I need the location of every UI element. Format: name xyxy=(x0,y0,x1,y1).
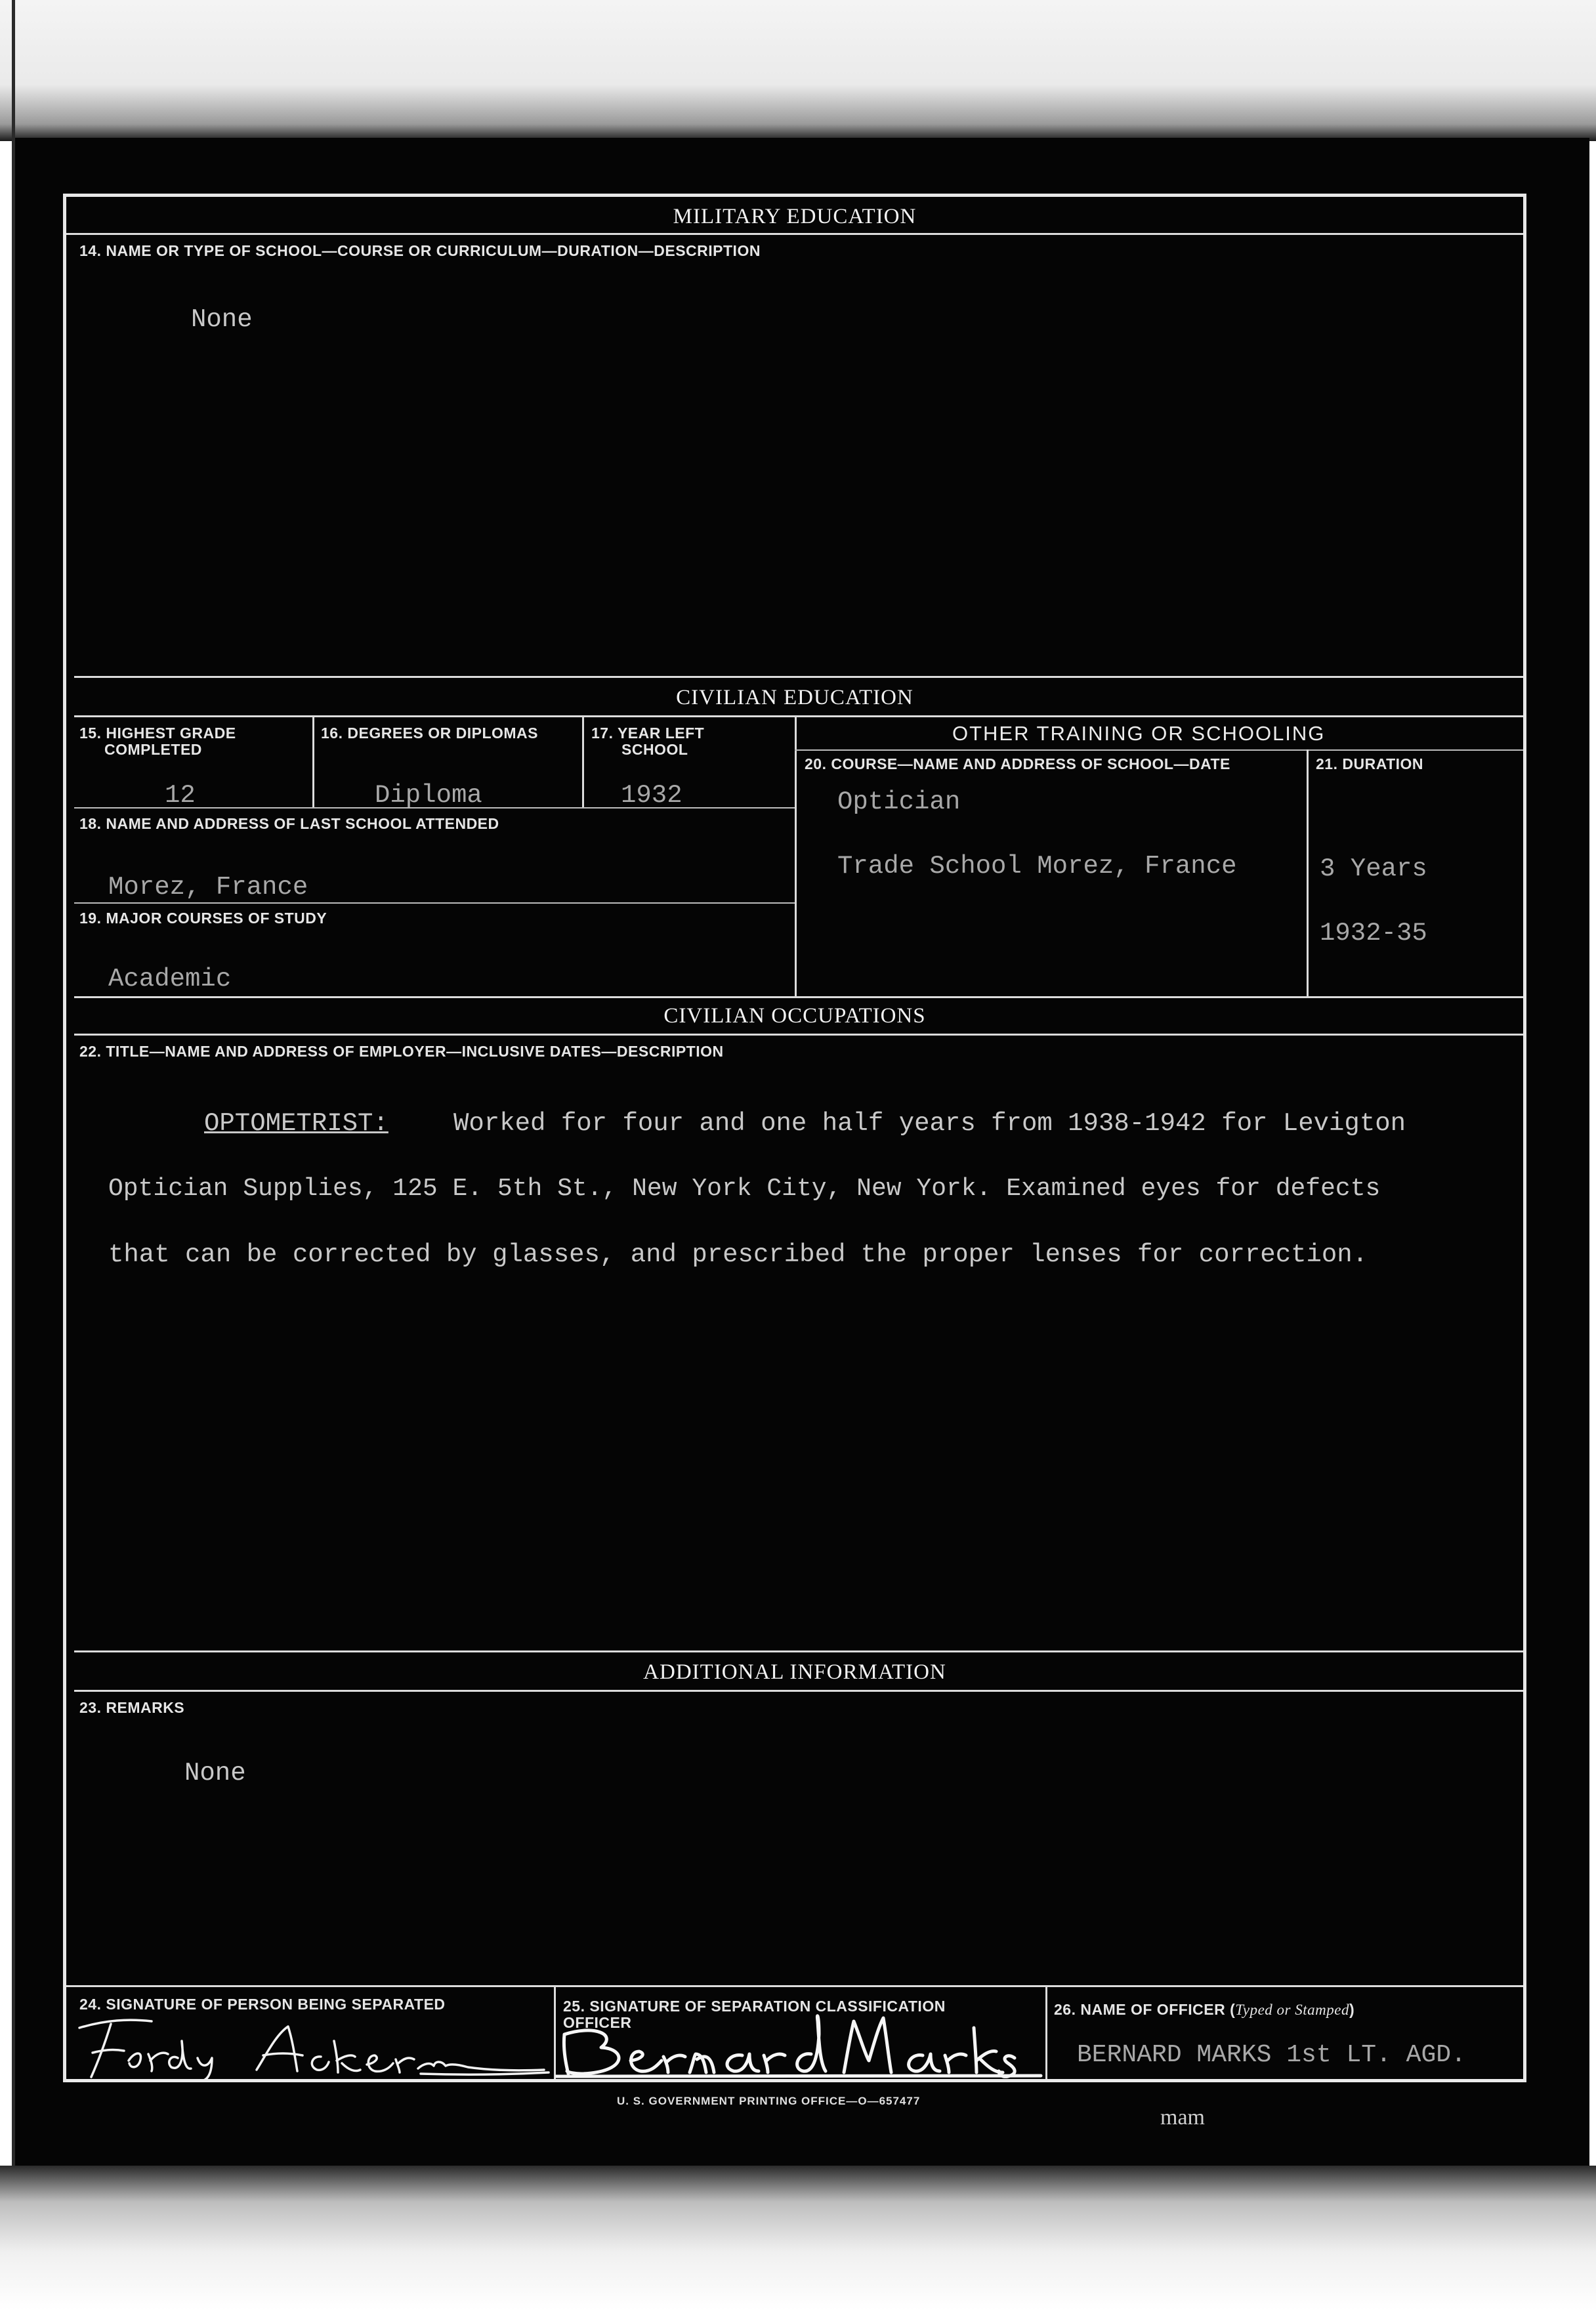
person-signature-image xyxy=(66,2015,552,2084)
item18-value: Morez, France xyxy=(108,873,308,902)
military-education-heading: MILITARY EDUCATION xyxy=(673,205,917,228)
item19-value: Academic xyxy=(108,965,232,994)
scan-top-margin xyxy=(0,0,1596,141)
item16-value: Diploma xyxy=(375,781,482,810)
civilian-education-heading: CIVILIAN EDUCATION xyxy=(676,686,914,709)
divider xyxy=(795,715,797,996)
divider xyxy=(74,1690,1523,1692)
divider xyxy=(66,2079,1523,2082)
divider xyxy=(74,1034,1523,1036)
divider xyxy=(795,749,1523,751)
item17-label-line1: 17. YEAR LEFT xyxy=(591,724,705,742)
occupation-line2: Optician Supplies, 125 E. 5th St., New York City, New York. Examined eyes for defects xyxy=(108,1175,1381,1203)
item24-label: 24. SIGNATURE OF PERSON BEING SEPARATED xyxy=(79,1996,446,2013)
scan-left-edge xyxy=(12,0,15,2172)
item20-label: 20. COURSE—NAME AND ADDRESS OF SCHOOL—DATE xyxy=(805,755,1230,772)
officer-signature-image xyxy=(555,2008,1044,2082)
item21-line1: 3 Years xyxy=(1320,854,1427,883)
item17-label-line2: SCHOOL xyxy=(621,741,688,758)
item26-label: 26. NAME OF OFFICER (Typed or Stamped) xyxy=(1054,2001,1355,2018)
occupation-line3: that can be corrected by glasses, and prescribed the proper lenses for correction. xyxy=(108,1240,1368,1269)
scan-bottom-margin xyxy=(0,2166,1596,2310)
item26-value: BERNARD MARKS 1st LT. AGD. xyxy=(1077,2041,1466,2069)
item14-label: 14. NAME OR TYPE OF SCHOOL—COURSE OR CURRICULUM—DURATION—DESCRIPTION xyxy=(79,242,761,259)
item15-value: 12 xyxy=(165,781,196,810)
item20-line1: Optician xyxy=(837,788,961,816)
divider xyxy=(1307,749,1309,996)
divider xyxy=(1045,1985,1047,2079)
typist-initials: mam xyxy=(1160,2105,1205,2130)
divider xyxy=(582,715,584,807)
divider xyxy=(66,233,1523,235)
item25-label-line2: OFFICER xyxy=(563,2014,632,2031)
item17-value: 1932 xyxy=(621,781,682,810)
divider xyxy=(74,996,1523,998)
divider xyxy=(74,902,795,904)
occupation-title: OPTOMETRIST: xyxy=(204,1109,388,1138)
item21-line2: 1932-35 xyxy=(1320,919,1427,948)
divider xyxy=(312,715,314,807)
item23-label: 23. REMARKS xyxy=(79,1699,185,1716)
civilian-occupations-heading: CIVILIAN OCCUPATIONS xyxy=(663,1004,926,1028)
item14-value: None xyxy=(191,305,253,334)
item25-label-line1: 25. SIGNATURE OF SEPARATION CLASSIFICATION xyxy=(563,1998,946,2015)
other-training-heading: OTHER TRAINING OR SCHOOLING xyxy=(952,722,1326,745)
occupation-line1: Worked for four and one half years from 1938-1942 for Levigton xyxy=(453,1109,1406,1138)
item18-label: 18. NAME AND ADDRESS OF LAST SCHOOL ATTENDED xyxy=(79,815,499,832)
item20-line2: Trade School Morez, France xyxy=(837,852,1237,881)
divider xyxy=(74,807,795,808)
item15-label-line1: 15. HIGHEST GRADE xyxy=(79,724,236,742)
item23-value: None xyxy=(184,1759,246,1788)
additional-information-heading: ADDITIONAL INFORMATION xyxy=(643,1660,946,1684)
divider xyxy=(74,676,1523,678)
item15-label-line2: COMPLETED xyxy=(104,741,202,758)
item19-label: 19. MAJOR COURSES OF STUDY xyxy=(79,910,327,927)
item16-label: 16. DEGREES OR DIPLOMAS xyxy=(321,724,539,742)
item22-label: 22. TITLE—NAME AND ADDRESS OF EMPLOYER—INCLUSIVE DATES—DESCRIPTION xyxy=(79,1043,724,1060)
item21-label: 21. DURATION xyxy=(1316,755,1424,772)
divider xyxy=(74,715,1523,717)
divider xyxy=(66,1985,1523,1987)
divider xyxy=(74,1650,1523,1652)
separation-record-form xyxy=(63,194,1526,2082)
printing-office-footer: U. S. GOVERNMENT PRINTING OFFICE—O—657477 xyxy=(617,2095,921,2107)
